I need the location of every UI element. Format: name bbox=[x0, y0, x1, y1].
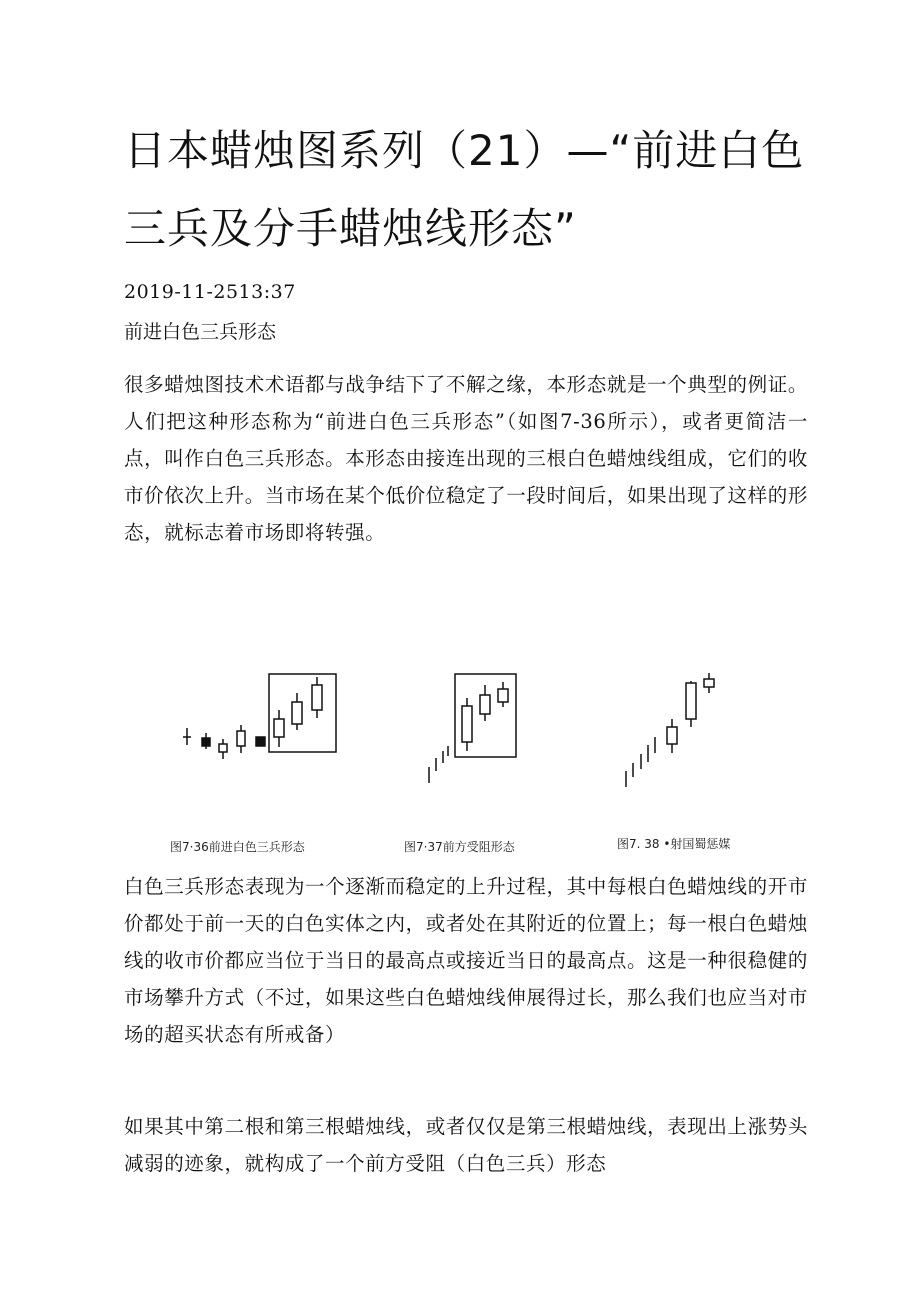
candle bbox=[219, 739, 227, 759]
paragraph-intro: 很多蜡烛图技术术语都与战争结下了不解之缘，本形态就是一个典型的例证。人们把这种形态称为“前进白色三兵形态”（如图7-36所示），或者更简洁一点，叫作白色三兵形态。本形态由接连出现的三根白色蜡烛线组成，它们的收市价依次上升。当市场在某个低价位稳定了一段时间后，如果出现了这样的形态，就标志着市场即将转强。 bbox=[124, 373, 808, 544]
candle-white bbox=[498, 682, 508, 707]
figure-advancing-three-white-soldiers bbox=[183, 674, 336, 759]
figure-caption-7-36: 图7·36前进白色三兵形态 bbox=[170, 840, 305, 854]
candle-white bbox=[462, 698, 472, 751]
candle-white bbox=[312, 677, 322, 718]
candle bbox=[183, 728, 191, 745]
figure-stalled-pattern bbox=[626, 673, 714, 787]
candle-white bbox=[274, 710, 284, 747]
candle-white bbox=[480, 685, 490, 721]
section-subtitle: 前进白色三兵形态 bbox=[124, 321, 277, 343]
candle-white bbox=[292, 693, 302, 730]
candle-white bbox=[704, 673, 714, 693]
candle-black bbox=[202, 733, 210, 749]
publish-timestamp: 2019-11-2513:37 bbox=[124, 281, 296, 303]
candle-black bbox=[256, 737, 265, 746]
figure-caption-7-38: 图7. 38 •射国蜀惩媒 bbox=[617, 837, 731, 851]
figure-caption-7-37: 图7·37前方受阻形态 bbox=[404, 840, 515, 854]
candlestick-figures bbox=[160, 655, 760, 800]
paragraph-advance-block: 如果其中第二根和第三根蜡烛线，或者仅仅是第三根蜡烛线，表现出上涨势头减弱的迹象，就构成了一个前方受阻（白色三兵）形态 bbox=[124, 1115, 808, 1175]
figure-advance-block bbox=[429, 674, 516, 783]
candle bbox=[237, 725, 245, 753]
candle-white bbox=[667, 719, 677, 753]
paragraph-pattern-description: 白色三兵形态表现为一个逐渐而稳定的上升过程，其中每根白色蜡烛线的开市价都处于前一天的白色实体之内，或者处在其附近的位置上；每一根白色蜡烛线的收市价都应当位于当日的最高点或接近当日的最高点。这是一种很稳健的市场攀升方式（不过，如果这些白色蜡烛线伸展得过长，那么我们也应当对市场的超买状态有所戒备） bbox=[124, 875, 808, 1046]
article-title: 日本蜡烛图系列（21）—“前进白色三兵及分手蜡烛线形态” bbox=[124, 126, 805, 253]
candle-white bbox=[686, 681, 696, 727]
